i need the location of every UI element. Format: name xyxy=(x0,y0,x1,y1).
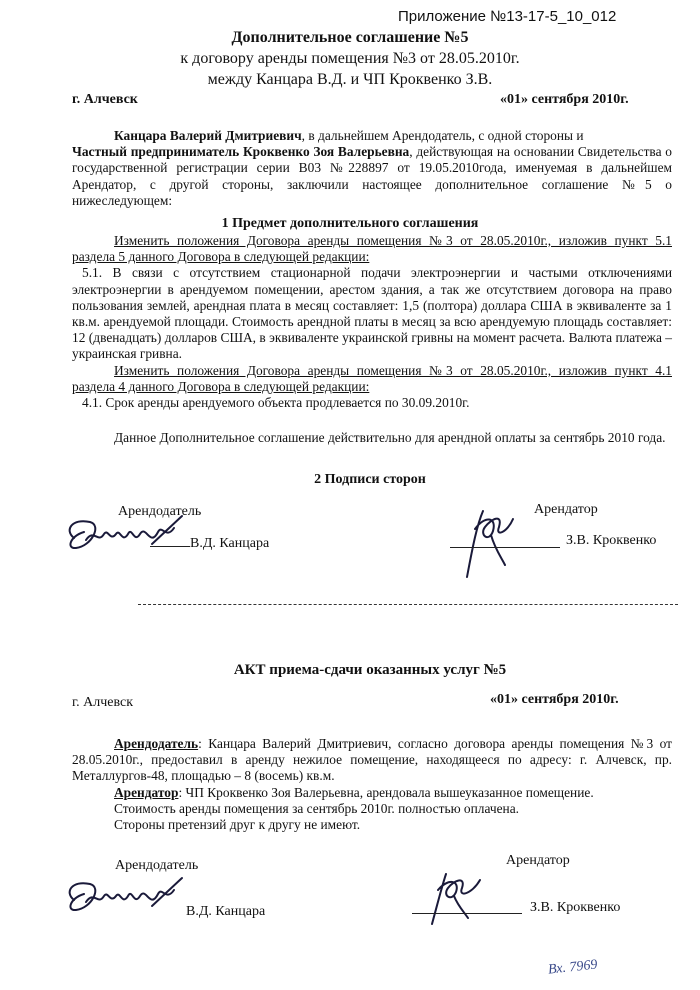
landlord-role-text: , в дальнейшем Арендодатель, с одной стороны и xyxy=(301,128,584,143)
agreement-landlord-sign-line xyxy=(150,546,190,547)
place-city: г. Алчевск xyxy=(72,92,138,107)
agreement-tenant-sign-line xyxy=(450,547,560,548)
act-landlord-label-bold: Арендодатель xyxy=(114,736,199,751)
agreement-landlord-signer: В.Д. Канцара xyxy=(190,536,270,551)
act-landlord-signer: В.Д. Канцара xyxy=(186,904,266,919)
agreement-tenant-label: Арендатор xyxy=(534,502,598,517)
act-tenant-label-bold: Арендатор xyxy=(114,784,179,800)
tenant-name: Частный предприниматель Кроквенко Зоя Валерьевна xyxy=(72,144,410,160)
validity-paragraph xyxy=(72,430,672,446)
agreement-date: «01» сентября 2010г. xyxy=(500,92,629,107)
change-clause-5-1: Изменить положения Договора аренды помещения №3 от 28.05.2010г., изложив пункт 5.1 раздела 5 данного Договора в следующей редакции: xyxy=(72,233,672,265)
tenant-signature-2 xyxy=(420,870,500,930)
agreement-landlord-label: Арендодатель xyxy=(118,504,202,519)
act-cost-text: Стоимость аренды помещения за сентябрь 2010г. полностью оплачена. xyxy=(114,800,520,816)
section1-body xyxy=(72,233,672,411)
landlord-signature-1 xyxy=(62,510,192,560)
act-title: АКТ приема-сдачи оказанных услуг №5 xyxy=(233,662,507,678)
landlord-signature-2 xyxy=(62,872,192,922)
tenant-signature-1 xyxy=(455,505,535,585)
clause-4-1-text: 4.1. Срок аренды арендуемого объекта продлевается по 30.09.2010г. xyxy=(82,395,470,411)
validity-text: Данное Дополнительное соглашение действительно для арендной оплаты за сентябрь 2010 года. xyxy=(114,430,666,445)
act-tenant-signer: З.В. Кроквенко xyxy=(530,900,621,915)
act-date: «01» сентября 2010г. xyxy=(490,692,619,707)
tenant-role-text: , действующая на основании Свидетельства о государственной регистрации серии В03 №228897 от 19.05.2010года, именуемая в дальнейшем Арендатор, с другой стороны, заключили настоящее дополнительное соглашение №5 о нижеследующем: xyxy=(72,144,672,208)
change-clause-4-1: Изменить положения Договора аренды помещения №3 от 28.05.2010г., изложив пункт 4.1 раздела 4 данного Договора в следующей редакции: xyxy=(72,362,672,394)
agreement-subtitle-parties: между Канцара В.Д. и ЧП Кроквенко З.В. xyxy=(207,71,493,88)
intro-paragraph xyxy=(72,128,672,209)
act-tenant-text: : ЧП Кроквенко Зоя Валерьевна, арендовала вышеуказанное помещение. xyxy=(178,784,594,800)
landlord-name: Канцара Валерий Дмитриевич xyxy=(114,128,302,143)
agreement-title: Дополнительное соглашение №5 xyxy=(231,29,469,46)
agreement-subtitle-contract: к договору аренды помещения №3 от 28.05.2010г. xyxy=(180,50,520,67)
act-tenant-sign-line xyxy=(412,913,522,914)
act-body xyxy=(72,736,672,833)
act-city: г. Алчевск xyxy=(72,695,134,710)
act-landlord-text: : Канцара Валерий Дмитриевич, согласно договора аренды помещения №3 от 28.05.2010г., предоставил в аренду нежилое помещение, находящееся по адресу: г. Алчевск, пр. Металлургов-48, площадью – 8 (восемь) кв.м. xyxy=(72,736,672,784)
act-tenant-label: Арендатор xyxy=(506,853,570,868)
clause-5-1-text: 5.1. В связи с отсутствием стационарной подачи электроэнергии и частыми отключениями электроэнергии в арендуемом помещении, арестом здания, а так же отсутствием договора на право пользования землей, арендная плата в месяц составляет: 1,5 (полтора) доллара США в эквиваленте за 1 кв.м. арендуемой площади. Стоимость арендной платы в месяц за всю арендуемую площадь составляет: 12 (двенадцать) долларов США, в эквиваленте украинской гривны на момент расчета. Валюта платежа – украинская гривна. xyxy=(72,265,672,362)
section2-heading: 2 Подписи сторон xyxy=(314,472,426,487)
section-divider xyxy=(138,604,678,605)
appendix-number: Приложение №13-17-5_10_012 xyxy=(398,8,617,25)
act-claims-text: Стороны претензий друг к другу не имеют. xyxy=(114,817,361,833)
act-landlord-label: Арендодатель xyxy=(115,858,199,873)
section1-heading: 1 Предмет дополнительного соглашения xyxy=(221,216,479,231)
agreement-tenant-signer: З.В. Кроквенко xyxy=(566,533,657,548)
incoming-registration-note: Вх. 7969 xyxy=(547,957,599,978)
